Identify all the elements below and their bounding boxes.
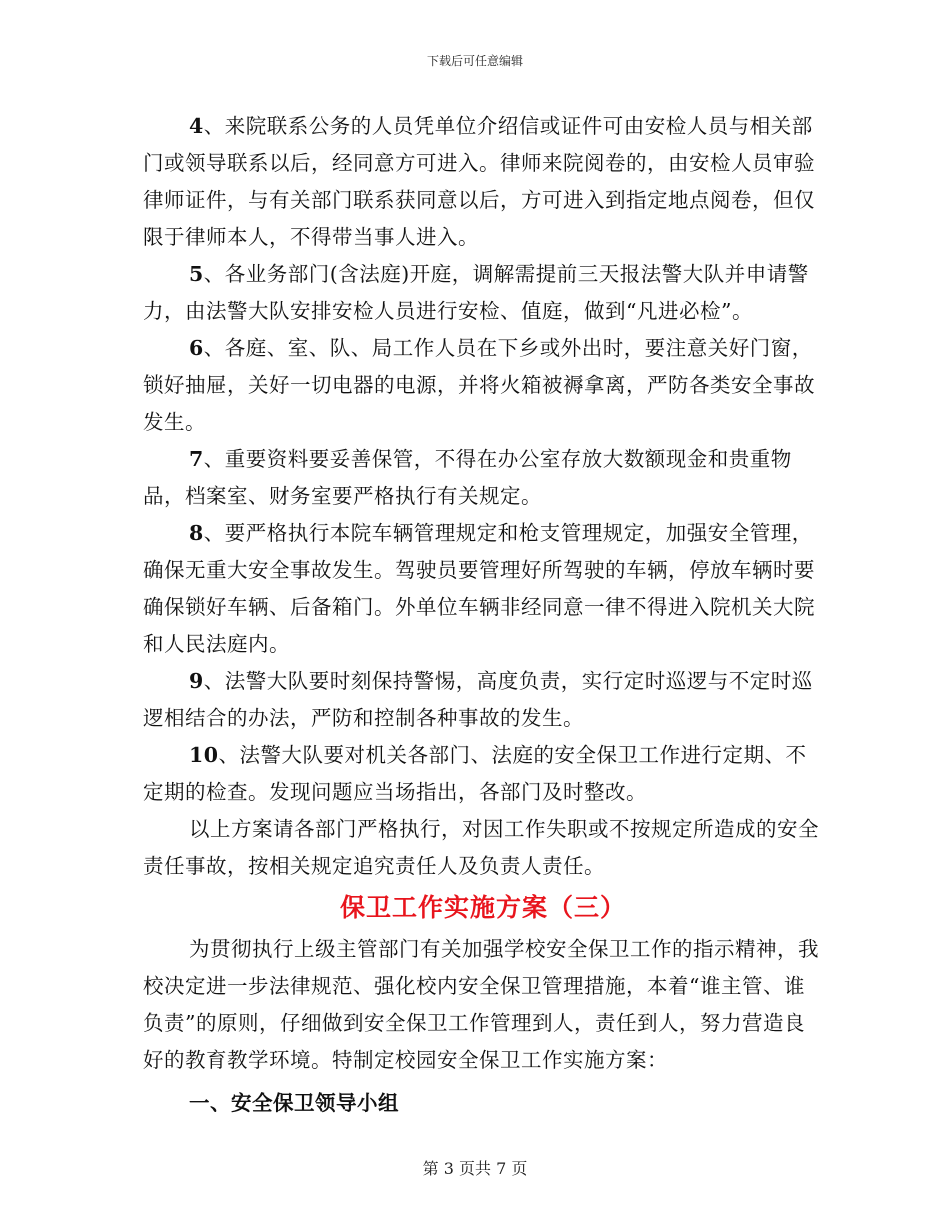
item-10-paragraph bbox=[143, 737, 823, 811]
intro-paragraph: 为贯彻执行上级主管部门有关加强学校安全保卫工作的指示精神，我校决定进一步法律规范、强化校内安全保卫管理措施，本着“谁主管、谁负责”的原则，仔细做到安全保卫工作管理到人，责任到人，努力营造良好的教育教学环境。特制定校园安全保卫工作实施方案： bbox=[143, 937, 819, 1072]
item-text: 、各业务部门(含法庭)开庭，调解需提前三天报法警大队并申请警力，由法警大队安排安检人员进行安检、值庭，做到“凡进必检”。 bbox=[143, 262, 809, 323]
page-header: 下载后可任意编辑 bbox=[426, 54, 523, 68]
page-footer: 第 3 页共 7 页 bbox=[422, 1159, 528, 1178]
item-9-paragraph bbox=[143, 663, 823, 737]
item-number: 9 bbox=[189, 669, 204, 693]
item-6-paragraph bbox=[143, 330, 823, 441]
item-text: 、来院联系公务的人员凭单位介绍信或证件可由安检人员与相关部门或领导联系以后，经同意方可进入。律师来院阅卷的，由安检人员审验律师证件，与有关部门联系获同意以后，方可进入到指定地点阅卷，但仅限于律师本人，不得带当事人进入。 bbox=[143, 114, 815, 249]
item-number: 10 bbox=[189, 743, 219, 767]
item-number: 6 bbox=[189, 336, 204, 360]
document-body bbox=[143, 108, 823, 1125]
item-text: 、重要资料要妥善保管，不得在办公室存放大数额现金和贵重物品，档案室、财务室要严格执行有关规定。 bbox=[143, 447, 792, 508]
item-7-paragraph bbox=[143, 441, 823, 515]
section-title: 保卫工作实施方案（三） bbox=[339, 893, 626, 922]
item-number: 4 bbox=[189, 114, 204, 138]
item-text: 、法警大队要对机关各部门、法庭的安全保卫工作进行定期、不定期的检查。发现问题应当场指出，各部门及时整改。 bbox=[143, 743, 807, 804]
item-text: 、要严格执行本院车辆管理规定和枪支管理规定，加强安全管理，确保无重大安全事故发生。驾驶员要管理好所驾驶的车辆，停放车辆时要确保锁好车辆、后备箱门。外单位车辆非经同意一律不得进入院机关大院和人民法庭内。 bbox=[143, 521, 815, 656]
item-text: 、各庭、室、队、局工作人员在下乡或外出时，要注意关好门窗，锁好抽屉，关好一切电器的电源，并将火箱被褥拿离，严防各类安全事故发生。 bbox=[143, 336, 815, 434]
subheading: 一、安全保卫领导小组 bbox=[189, 1091, 399, 1115]
item-5-paragraph bbox=[143, 256, 823, 330]
item-4-paragraph bbox=[143, 108, 823, 256]
closing-paragraph: 以上方案请各部门严格执行，对因工作失职或不按规定所造成的安全责任事故，按相关规定追究责任人及负责人责任。 bbox=[143, 817, 819, 878]
item-number: 7 bbox=[189, 447, 204, 471]
item-8-paragraph bbox=[143, 515, 823, 663]
item-number: 8 bbox=[189, 521, 204, 545]
item-number: 5 bbox=[189, 262, 204, 286]
item-text: 、法警大队要时刻保持警惕，高度负责，实行定时巡逻与不定时巡逻相结合的办法，严防和控制各种事故的发生。 bbox=[143, 669, 813, 730]
